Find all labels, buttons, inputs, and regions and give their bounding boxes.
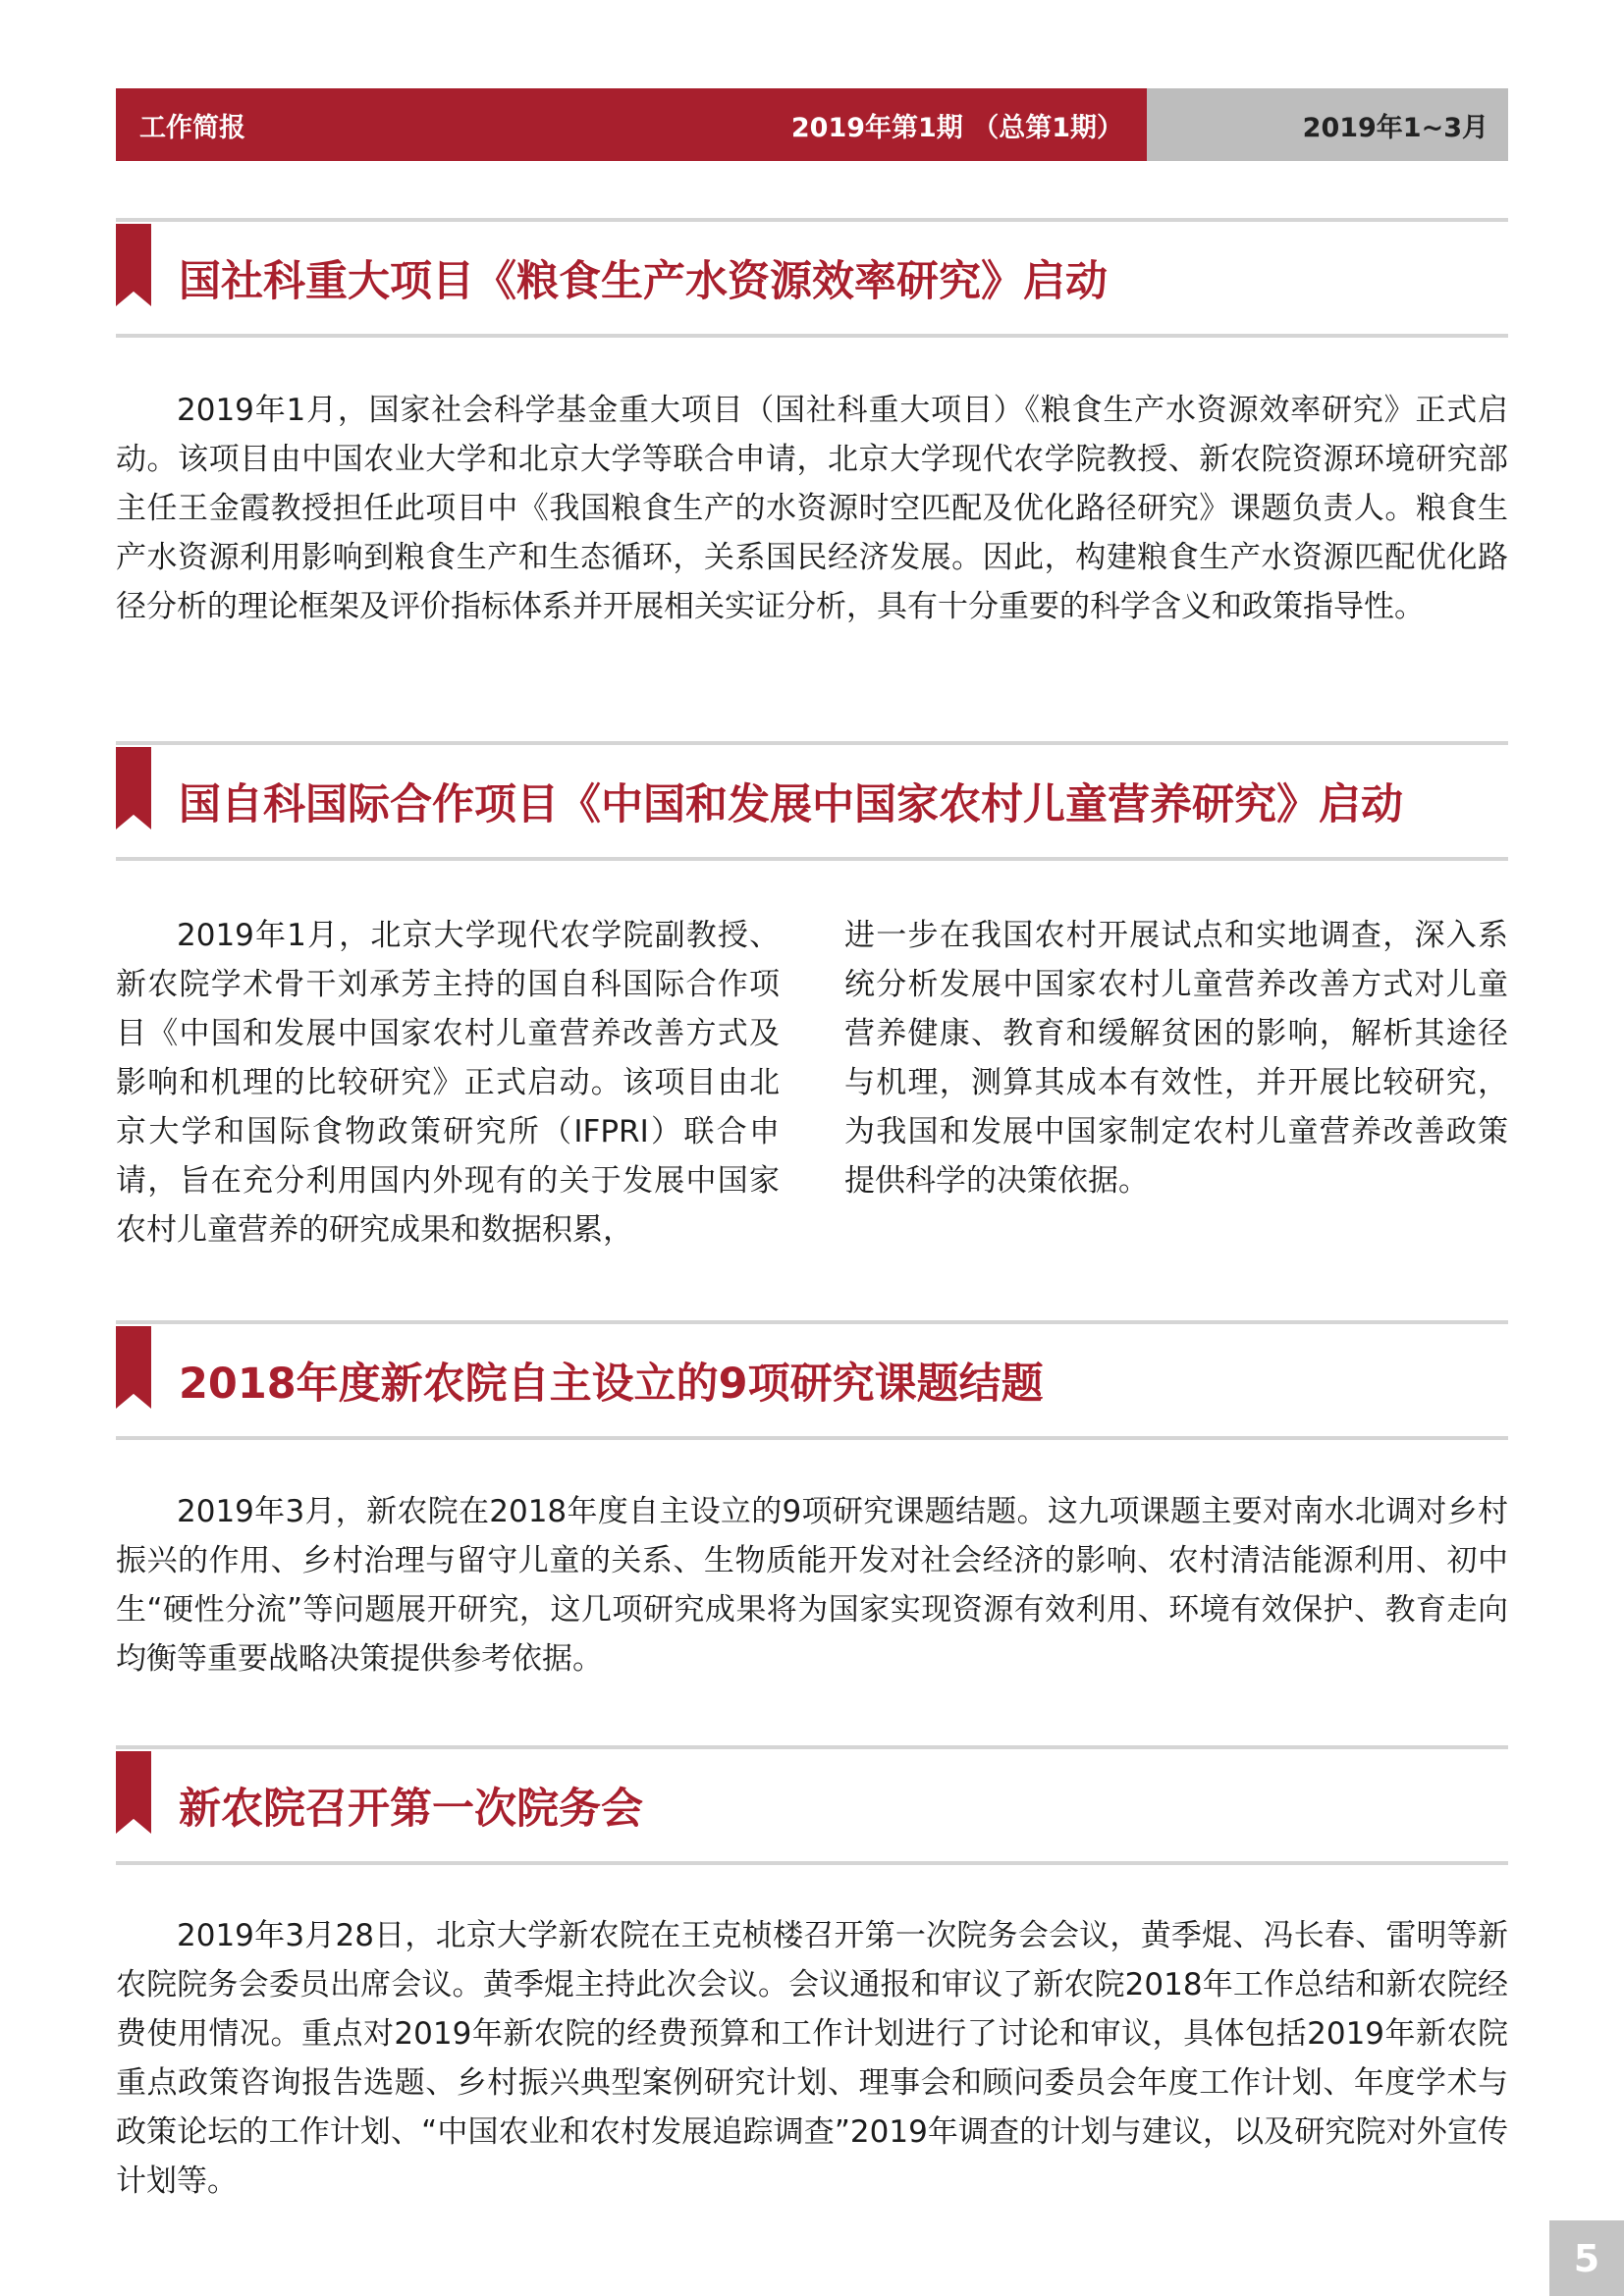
- page-number: 5: [1549, 2220, 1624, 2296]
- divider-line: [116, 334, 1508, 338]
- section-title-4: 新农院召开第一次院务会: [179, 1784, 643, 1834]
- header-grey-band: [1147, 88, 1508, 161]
- section-title-2: 国自科国际合作项目《中国和发展中国家农村儿童营养研究》启动: [179, 779, 1403, 829]
- section-body-4: 2019年3月28日，北京大学新农院在王克桢楼召开第一次院务会会议，黄季焜、冯长春、雷明等新农院院务会委员出席会议。黄季焜主持此次会议。会议通报和审议了新农院2018年工作总结和新农院经费使用情况。重点对2019年新农院的经费预算和工作计划进行了讨论和审议，具体包括2019年新农院重点政策咨询报告选题、乡村振兴典型案例研究计划、理事会和顾问委员会年度工作计划、年度学术与政策论坛的工作计划、“中国农业和农村发展追踪调查”2019年调查的计划与建议，以及研究院对外宣传计划等。: [116, 1918, 1508, 2199]
- section-body-3: 2019年3月，新农院在2018年度自主设立的9项研究课题结题。这九项课题主要对南水北调对乡村振兴的作用、乡村治理与留守儿童的关系、生物质能开发对社会经济的影响、农村清洁能源利用、初中生“硬性分流”等问题展开研究，这几项研究成果将为国家实现资源有效利用、环境有效保护、教育走向均衡等重要战略决策提供参考依据。: [116, 1494, 1508, 1677]
- section-title-1: 国社科重大项目《粮食生产水资源效率研究》启动: [179, 256, 1108, 306]
- header-date-range: 2019年1~3月: [1302, 112, 1489, 143]
- divider-line: [116, 1861, 1508, 1865]
- header-issue-number: 2019年第1期 （总第1期）: [790, 112, 1123, 143]
- section-body-2-columns: [116, 911, 1508, 1255]
- issue-header-bar: [116, 88, 1508, 161]
- section-heading-3: [116, 1320, 1508, 1440]
- bookmark-marker-icon: [116, 1751, 151, 1834]
- header-publication-label: 工作简报: [139, 112, 245, 143]
- header-red-band: [116, 88, 1147, 161]
- divider-line: [116, 1436, 1508, 1440]
- section-heading-1: [116, 218, 1508, 338]
- section-heading-2: [116, 741, 1508, 861]
- section-body-2-left-column: 2019年1月，北京大学现代农学院副教授、新农院学术骨干刘承芳主持的国自科国际合作项目《中国和发展中国家农村儿童营养改善方式及影响和机理的比较研究》正式启动。该项目由北京大学和国际食物政策研究所（IFPRI）联合申请，旨在充分利用国内外现有的关于发展中国家农村儿童营养的研究成果和数据积累，: [116, 918, 780, 1248]
- bookmark-marker-icon: [116, 747, 151, 829]
- section-body-2-right-column: 进一步在我国农村开展试点和实地调查，深入系统分析发展中国家农村儿童营养改善方式对儿童营养健康、教育和缓解贫困的影响，解析其途径与机理，测算其成本有效性，并开展比较研究，为我国和发展中国家制定农村儿童营养改善政策提供科学的决策依据。: [844, 918, 1508, 1199]
- section-title-3: 2018年度新农院自主设立的9项研究课题结题: [179, 1359, 1044, 1409]
- section-heading-4: [116, 1745, 1508, 1865]
- bookmark-marker-icon: [116, 224, 151, 306]
- divider-line: [116, 857, 1508, 861]
- bookmark-marker-icon: [116, 1326, 151, 1409]
- section-body-1: 2019年1月，国家社会科学基金重大项目（国社科重大项目）《粮食生产水资源效率研究》正式启动。该项目由中国农业大学和北京大学等联合申请，北京大学现代农学院教授、新农院资源环境研究部主任王金霞教授担任此项目中《我国粮食生产的水资源时空匹配及优化路径研究》课题负责人。粮食生产水资源利用影响到粮食生产和生态循环，关系国民经济发展。因此，构建粮食生产水资源匹配优化路径分析的理论框架及评价指标体系并开展相关实证分析，具有十分重要的科学含义和政策指导性。: [116, 393, 1508, 624]
